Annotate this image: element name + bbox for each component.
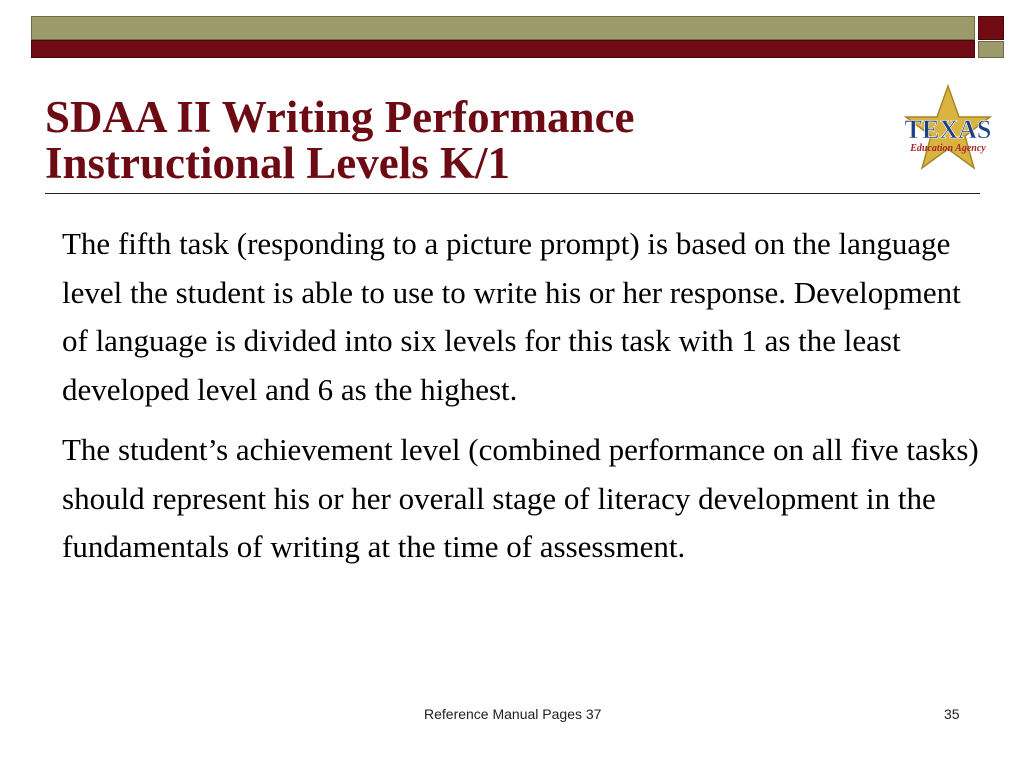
header-square-olive	[978, 41, 1004, 58]
header-bar-maroon	[31, 40, 975, 58]
slide-body	[62, 220, 982, 584]
slide-title-line2: Instructional Levels K/1	[45, 138, 511, 188]
body-paragraph-1: The fifth task (responding to a picture prompt) is based on the language level the student is able to use to write his or her response. Development of language is divided into six levels for this task with 1 as the least developed level and 6 as the highest.	[62, 226, 961, 407]
slide-title-line1: SDAA II Writing Performance	[45, 92, 635, 142]
header-bar-olive	[31, 16, 975, 40]
logo-sub-text: Education Agency	[910, 143, 986, 154]
texas-education-agency-logo	[892, 84, 1004, 176]
slide-title	[45, 94, 865, 186]
title-divider	[45, 193, 980, 194]
body-paragraph-2: The student’s achievement level (combined performance on all five tasks) should represent his or her overall stage of literacy development in the fundamentals of writing at the time of assessment.	[62, 432, 979, 564]
header-square-maroon	[978, 16, 1004, 40]
footer-reference: Reference Manual Pages 37	[424, 706, 602, 722]
footer-page-number: 35	[944, 706, 960, 722]
logo-main-text: TEXAS	[904, 115, 992, 144]
